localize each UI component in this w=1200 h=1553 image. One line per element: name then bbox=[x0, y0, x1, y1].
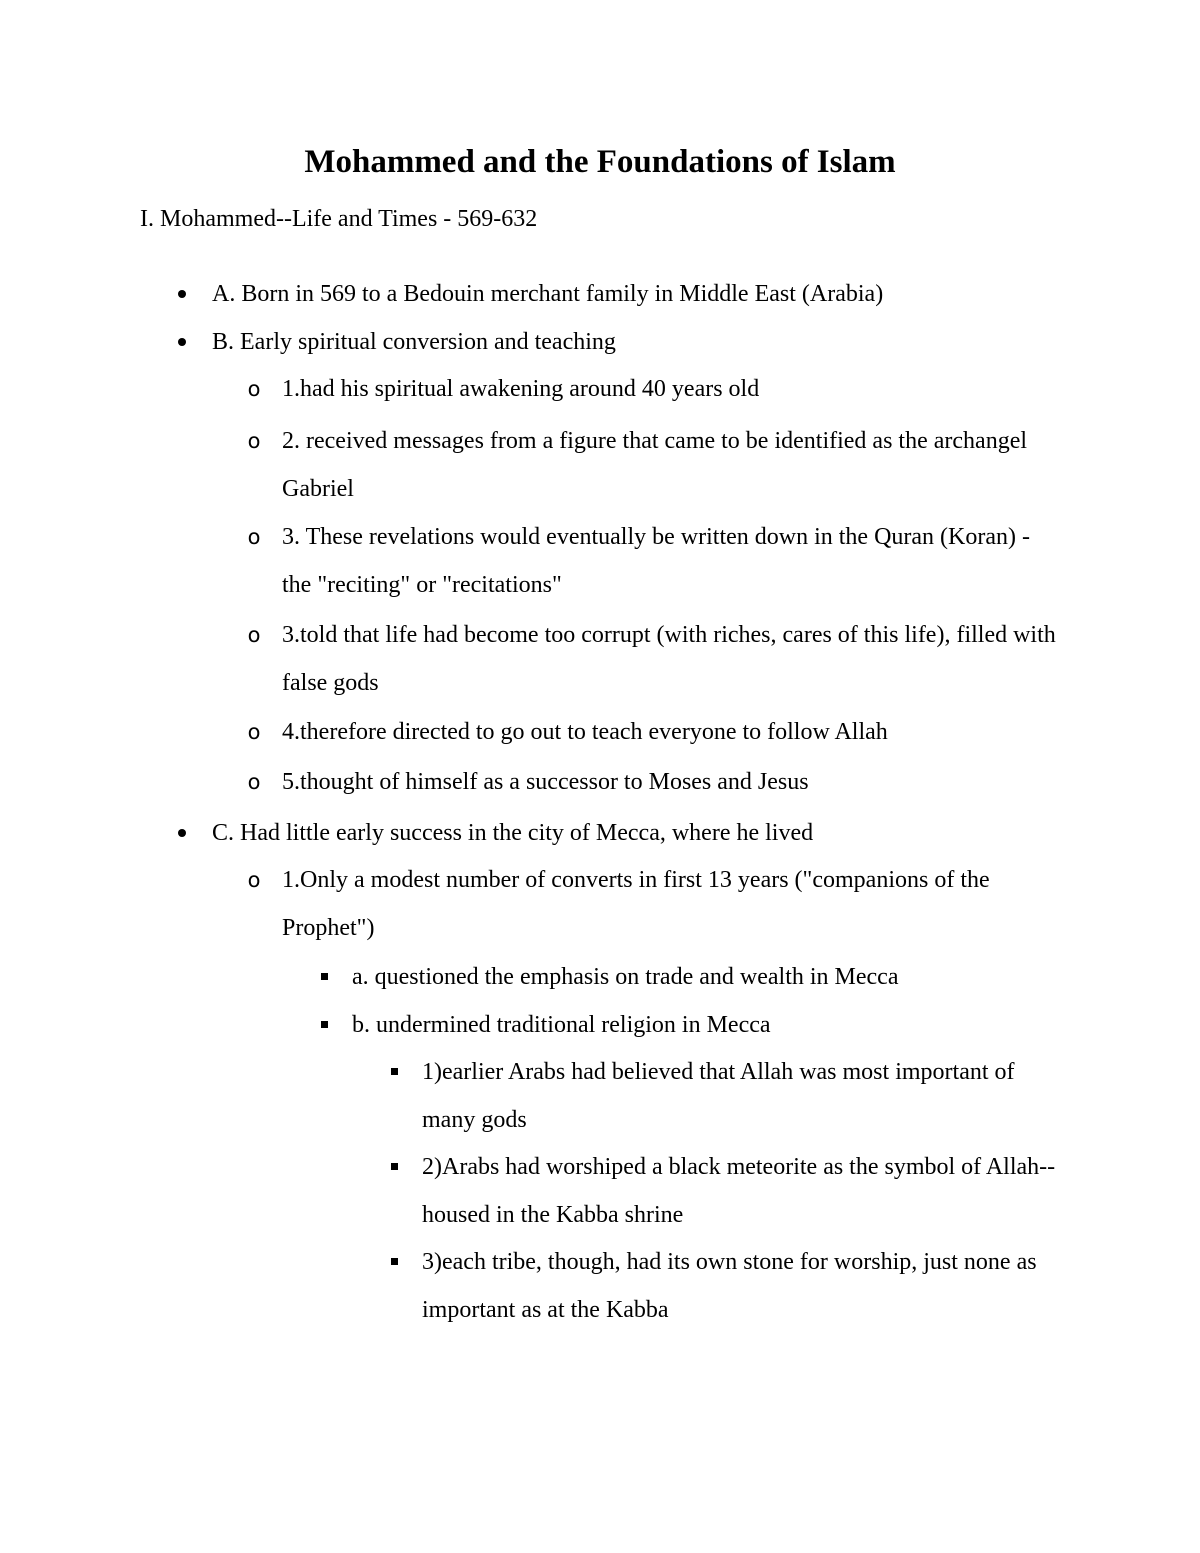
list-item-text: 3)each tribe, though, had its own stone for worship, just none as important as at the Kabba bbox=[422, 1249, 1037, 1323]
list-item-text: 5.thought of himself as a successor to Moses and Jesus bbox=[282, 769, 809, 795]
circle-bullet-icon: o bbox=[247, 429, 261, 453]
circle-bullet-icon: o bbox=[247, 770, 261, 794]
list-item-text: 3.told that life had become too corrupt (with riches, cares of this life), filled with false gods bbox=[282, 622, 1056, 696]
list-item bbox=[422, 1238, 1062, 1334]
list-item-text: 2. received messages from a figure that came to be identified as the archangel Gabriel bbox=[282, 428, 1028, 502]
list-item-text: 3. These revelations would eventually be written down in the Quran (Koran) - the "reciting" or "recitations" bbox=[282, 524, 1031, 598]
list-item-text: A. Born in 569 to a Bedouin merchant family in Middle East (Arabia) bbox=[212, 281, 884, 307]
list-item bbox=[247, 611, 1072, 707]
circle-bullet-icon: o bbox=[247, 868, 261, 892]
list-item-text: 1.had his spiritual awakening around 40 years old bbox=[282, 376, 760, 402]
section-heading: I. Mohammed--Life and Times - 569-632 bbox=[140, 206, 538, 232]
list-item bbox=[212, 270, 1072, 318]
list-item bbox=[247, 708, 1072, 756]
list-item bbox=[247, 417, 1042, 513]
list-item-text: a. questioned the emphasis on trade and wealth in Mecca bbox=[352, 964, 899, 990]
list-item bbox=[247, 856, 1082, 952]
list-item-text: C. Had little early success in the city of Mecca, where he lived bbox=[212, 820, 814, 846]
list-item-text: B. Early spiritual conversion and teaching bbox=[212, 329, 616, 355]
circle-bullet-icon: o bbox=[247, 525, 261, 549]
list-item bbox=[422, 1048, 1022, 1144]
list-item bbox=[247, 758, 1072, 806]
list-item-text: 1.Only a modest number of converts in first 13 years ("companions of the Prophet") bbox=[282, 867, 990, 941]
list-item bbox=[422, 1143, 1062, 1239]
list-item-text: 1)earlier Arabs had believed that Allah was most important of many gods bbox=[422, 1059, 1015, 1133]
document-title: Mohammed and the Foundations of Islam bbox=[304, 144, 896, 180]
circle-bullet-icon: o bbox=[247, 720, 261, 744]
list-item bbox=[352, 1001, 1072, 1049]
list-item-text: 4.therefore directed to go out to teach everyone to follow Allah bbox=[282, 719, 888, 745]
list-item bbox=[212, 809, 1072, 857]
list-item bbox=[247, 365, 1072, 413]
list-item-text: 2)Arabs had worshiped a black meteorite as the symbol of Allah--housed in the Kabba shrine bbox=[422, 1154, 1056, 1228]
list-item-text: b. undermined traditional religion in Mecca bbox=[352, 1012, 771, 1038]
circle-bullet-icon: o bbox=[247, 377, 261, 401]
list-item bbox=[247, 513, 1042, 609]
list-item bbox=[212, 318, 1072, 366]
list-item bbox=[352, 953, 1072, 1001]
circle-bullet-icon: o bbox=[247, 623, 261, 647]
